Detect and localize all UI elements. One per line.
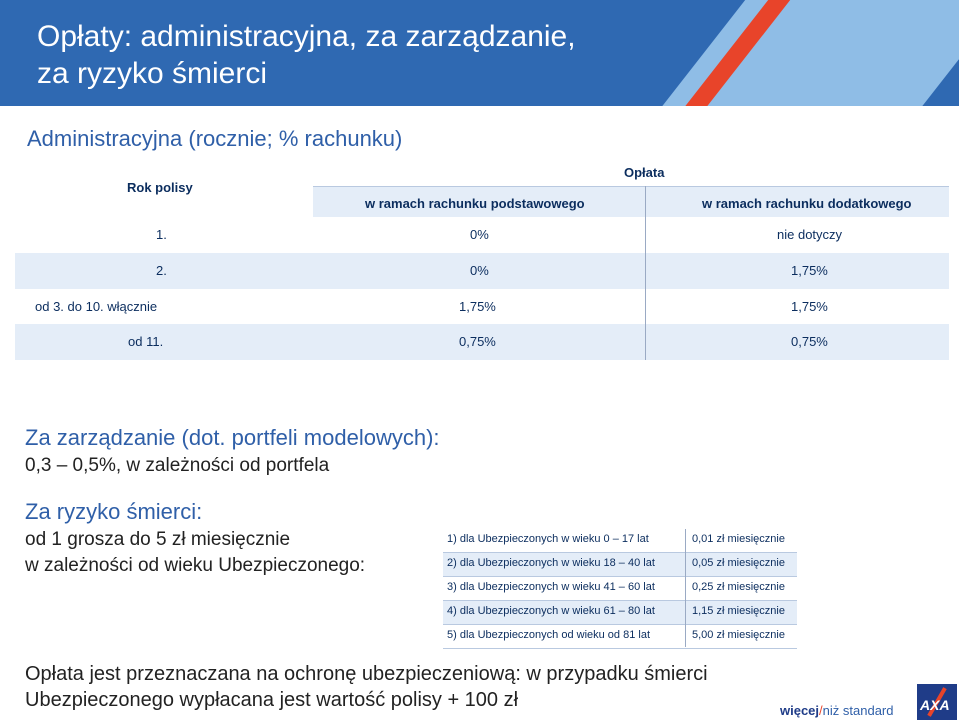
fee-subheader xyxy=(313,186,949,217)
cell-extra: 1,75% xyxy=(791,299,828,314)
col-header-extra: w ramach rachunku dodatkowego xyxy=(702,196,912,211)
col-header-fee: Opłata xyxy=(624,165,665,180)
brand-tagline-rest: niż standard xyxy=(822,703,894,718)
admin-heading: Administracyjna (rocznie; % rachunku) xyxy=(27,126,403,151)
cell-year: 2. xyxy=(156,263,167,278)
cell-basic: 0% xyxy=(470,263,489,278)
brand-tagline xyxy=(780,703,893,718)
age-label: 1) dla Ubezpieczonych w wieku 0 – 17 lat xyxy=(447,533,649,545)
table-row xyxy=(443,529,797,553)
slide-title-line1: Opłaty: administracyjna, za zarządzanie, xyxy=(37,20,576,53)
death-risk-line2: w zależności od wieku Ubezpieczonego: xyxy=(25,555,366,576)
cell-year: od 11. xyxy=(128,334,164,349)
cell-extra: 0,75% xyxy=(791,334,828,349)
age-fee: 0,01 zł miesięcznie xyxy=(692,533,785,545)
table-row xyxy=(443,625,797,649)
cell-basic: 0% xyxy=(470,227,489,242)
cell-extra: nie dotyczy xyxy=(777,227,843,242)
cell-year: od 3. do 10. włącznie xyxy=(35,299,158,314)
management-heading: Za zarządzanie (dot. portfeli modelowych): xyxy=(25,425,440,450)
column-divider xyxy=(645,186,646,360)
cell-year: 1. xyxy=(156,227,167,242)
col-header-year: Rok polisy xyxy=(127,180,193,195)
axa-logo-icon xyxy=(917,684,957,720)
age-fee: 0,25 zł miesięcznie xyxy=(692,581,785,593)
age-fee-table xyxy=(443,529,797,647)
table-row xyxy=(443,577,797,601)
slide-title xyxy=(37,18,576,92)
footer-line2: Ubezpieczonego wypłacana jest wartość polisy + 100 zł xyxy=(25,689,519,711)
death-risk-line1: od 1 grosza do 5 zł miesięcznie xyxy=(25,529,291,550)
col-header-basic: w ramach rachunku podstawowego xyxy=(365,196,585,211)
footer-line1: Opłata jest przeznaczana na ochronę ubezpieczeniową: w przypadku śmierci xyxy=(25,663,708,685)
brand-tagline-separator: / xyxy=(819,703,823,718)
table-row xyxy=(15,253,949,289)
cell-basic: 1,75% xyxy=(459,299,496,314)
table-row xyxy=(443,553,797,577)
age-label: 4) dla Ubezpieczonych w wieku 61 – 80 lat xyxy=(447,605,655,617)
table-row xyxy=(15,217,949,253)
age-label: 5) dla Ubezpieczonych od wieku od 81 lat xyxy=(447,629,651,641)
table-row xyxy=(15,289,949,325)
brand-tagline-strong: więcej xyxy=(780,703,820,718)
age-fee: 5,00 zł miesięcznie xyxy=(692,629,785,641)
table-row xyxy=(15,324,949,360)
age-fee: 1,15 zł miesięcznie xyxy=(692,605,785,617)
admin-fee-table xyxy=(15,158,949,360)
age-label: 3) dla Ubezpieczonych w wieku 41 – 60 lat xyxy=(447,581,655,593)
header-banner xyxy=(0,0,959,106)
axa-logo-text: AXA xyxy=(920,697,950,713)
cell-basic: 0,75% xyxy=(459,334,496,349)
age-label: 2) dla Ubezpieczonych w wieku 18 – 40 lat xyxy=(447,557,655,569)
cell-extra: 1,75% xyxy=(791,263,828,278)
management-text: 0,3 – 0,5%, w zależności od portfela xyxy=(25,455,330,476)
age-fee: 0,05 zł miesięcznie xyxy=(692,557,785,569)
slide-title-line2: za ryzyko śmierci xyxy=(37,57,268,90)
column-divider xyxy=(685,529,686,647)
death-risk-heading: Za ryzyko śmierci: xyxy=(25,499,203,524)
table-row xyxy=(443,601,797,625)
